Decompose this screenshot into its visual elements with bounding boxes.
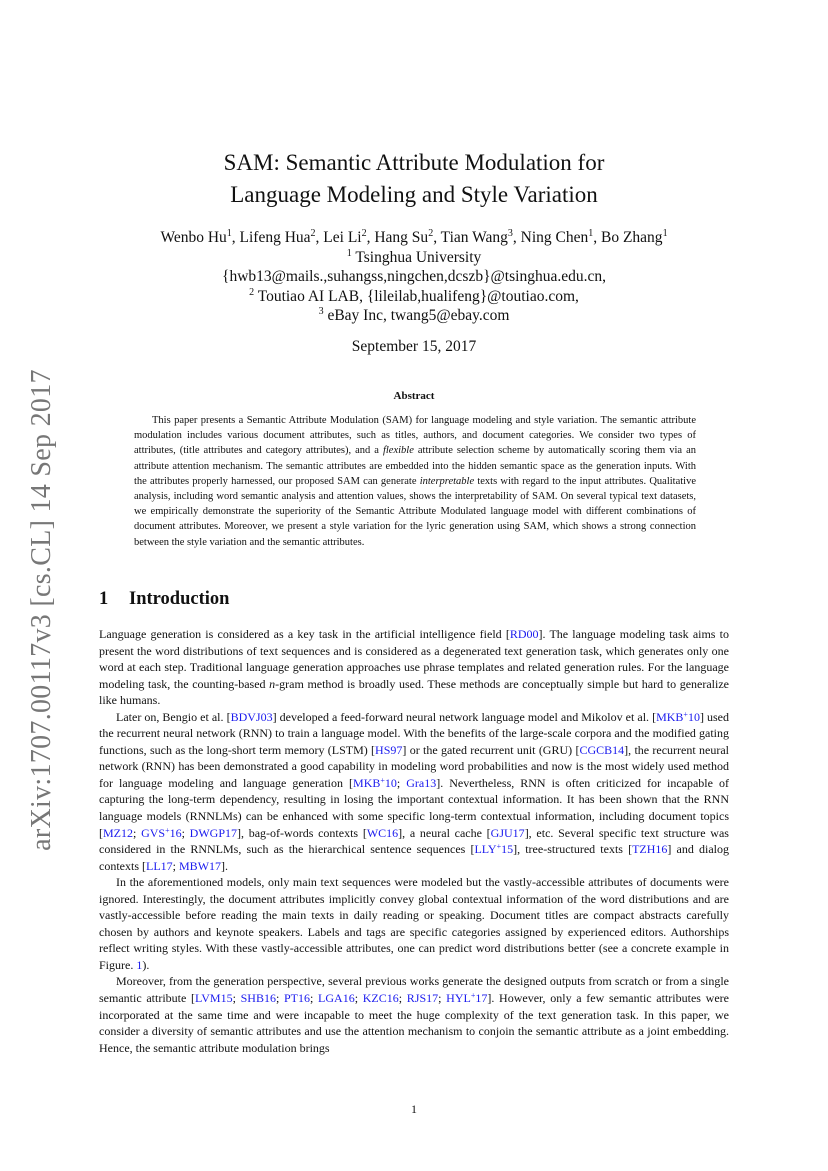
citation-link[interactable]: DWGP17 bbox=[189, 825, 237, 840]
emphasis-text: interpretable bbox=[419, 475, 475, 487]
citation-link[interactable]: 1 bbox=[136, 957, 143, 972]
author-name: Tian Wang$^3$ bbox=[440, 228, 513, 246]
section-title: Introduction bbox=[129, 589, 230, 609]
section-heading bbox=[99, 589, 229, 610]
citation-link[interactable]: LVM15 bbox=[195, 991, 233, 1006]
author-name: Lifeng Hua$^2$ bbox=[239, 228, 316, 246]
body-paragraph: In the aforementioned models, only main text sequences were modeled but the vastly-accessible attributes of documents were ignored. Interestingly, the document attributes implicitly convey global contextual information of the word distributions and are vastly-accessible before reading the main texts in daily reading or speaking. Document titles are compact abstracts carefully chosen by authors and keynote speakers. Labels and tags are specific categories assigned by experienced editors. Authorships reflect writing styles. With these vastly-accessible attributes, one can predict word distributions better (see a concrete example in Figure. 1). bbox=[99, 875, 729, 972]
citation-link[interactable]: TZH16 bbox=[632, 842, 668, 857]
abstract-heading: Abstract bbox=[393, 390, 435, 402]
arxiv-id: arXiv:1707.00117v3 [cs.CL] 14 Sep 2017 bbox=[26, 369, 57, 851]
body-paragraph: Later on, Bengio et al. [BDVJ03] developed a feed-forward neural network language model and Mikolov et al. [MKB+10] used the recurrent neural network (RNN) to train a language model. With the benefits of the large-scale corpora and the modified gating functions, such as the long-short term memory (LSTM) [HS97] or the gated recurrent unit (GRU) [CGCB14], the recurrent neural network (RNN) has been demonstrated a good capability in modeling word probabilities and now is the most widely used method for language modeling and language generation [MKB+10; Gra13]. Nevertheless, RNN is often criticized for incapable of capturing the long-term dependency, resulting in losing the important contextual information. It has been shown that the RNN language models (RNNLMs) can be enhanced with some specific long-term contextual information, including document topics [MZ12; GVS+16; DWGP17], bag-of-words contexts [WC16], a neural cache [GJU17], etc. Several specific text structure was considered in the RNNLMs, such as the hierarchical sentence sequences [LLY+15], tree-structured texts [TZH16] and dialog contexts [LL17; MBW17]. bbox=[99, 709, 729, 873]
body-paragraph: Moreover, from the generation perspective, several previous works generate the designed outputs from scratch or from a single semantic attribute [LVM15; SHB16; PT16; LGA16; KZC16; RJS17; HYL+17]. However, only a few semantic attributes were incorporated at the same time and were incapable to meet the huge complexity of the text generation task. In this paper, we consider a diversity of semantic attributes and use the attention mechanism to conjoin the semantic attribute as a joint embedding. Hence, the semantic attribute modulation brings bbox=[99, 974, 729, 1055]
citation-link[interactable]: GVS+16 bbox=[141, 825, 182, 840]
author-name: Hang Su$^2$ bbox=[374, 228, 434, 246]
paper-date: September 15, 2017 bbox=[351, 338, 477, 355]
title-line-2: Language Modeling and Style Variation bbox=[230, 182, 598, 207]
paper-title bbox=[0, 147, 828, 211]
citation-link[interactable]: MKB+10 bbox=[656, 709, 700, 724]
citation-link[interactable]: LL17 bbox=[146, 858, 173, 873]
citation-link[interactable]: MKB+10 bbox=[353, 775, 397, 790]
title-line-1: SAM: Semantic Attribute Modulation for bbox=[223, 150, 605, 175]
emphasis-text: flexible bbox=[382, 445, 414, 457]
citation-link[interactable]: WC16 bbox=[366, 825, 399, 840]
affiliation-line: $^1$ Tsinghua University bbox=[346, 247, 482, 266]
citation-link[interactable]: CGCB14 bbox=[579, 742, 625, 757]
affiliation-line: {hwb13@mails.,suhangss,ningchen,dcszb}@tsinghua.edu.cn, bbox=[222, 268, 606, 285]
citation-link[interactable]: PT16 bbox=[284, 991, 311, 1006]
affiliation-line: $^2$ Toutiao AI LAB, {lileilab,hualifeng}@toutiao.com, bbox=[249, 286, 579, 305]
citation-link[interactable]: Gra13 bbox=[406, 775, 437, 790]
affiliation-line: $^3$ eBay Inc, twang5@ebay.com bbox=[318, 306, 510, 324]
citation-link[interactable]: SHB16 bbox=[240, 991, 276, 1006]
body-paragraph: Language generation is considered as a key task in the artificial intelligence field [RD00]. The language modeling task aims to present the word distributions of text sequences and is considered as a degenerated text generation task, which generates only one word at each step. Traditional language generation approaches use phrase templates and related generation rules. For the language modeling task, the counting-based n-gram method is broadly used. These methods are conceptually simple but hard to generalize like humans. bbox=[99, 627, 729, 708]
citation-link[interactable]: HYL+17 bbox=[446, 991, 488, 1006]
citation-link[interactable]: KZC16 bbox=[362, 991, 399, 1006]
author-name: Wenbo Hu$^1$ bbox=[160, 228, 232, 246]
affiliations bbox=[0, 248, 828, 326]
emphasis-text: n bbox=[269, 676, 276, 691]
citation-link[interactable]: MBW17 bbox=[179, 858, 222, 873]
citation-link[interactable]: BDVJ03 bbox=[230, 709, 273, 724]
page-number: 1 bbox=[411, 1102, 417, 1116]
abstract-text: This paper presents a Semantic Attribute Modulation (SAM) for language modeling and style variation. The semantic attribute modulation includes various document attributes, such as titles, authors, and document categories. We consider two types of attributes, (title attributes and category attributes), and a flexible attribute selection scheme by automatically scoring them via an attribute attention mechanism. The semantic attributes are embedded into the hidden semantic space as the generation inputs. With the attributes properly harnessed, our proposed SAM can generate interpretable texts with regard to the input attributes. Qualitative analysis, including word semantic analysis and attention values, shows the interpretability of SAM. On several typical text datasets, we empirically demonstrate the superiority of the Semantic Attribute Modulated language model with different combinations of document attributes. Moreover, we present a style variation for the lyric generation using SAM, which shows a strong connection between the style variation and the semantic attributes. bbox=[134, 415, 696, 548]
citation-link[interactable]: HS97 bbox=[375, 742, 403, 757]
author-names: Wenbo Hu$^1$, Lifeng Hua$^2$, Lei Li$^2$, Hang Su$^2$, Tian Wang$^3$, Ning Chen$^1$, Bo Zhang$^1$ bbox=[160, 228, 668, 246]
citation-link[interactable]: RD00 bbox=[509, 627, 539, 641]
body-text bbox=[99, 626, 729, 1056]
citation-link[interactable]: MZ12 bbox=[103, 825, 133, 840]
citation-link[interactable]: LLY+15 bbox=[474, 842, 514, 857]
arxiv-sidebar-stamp bbox=[22, 360, 62, 860]
citation-link[interactable]: LGA16 bbox=[318, 991, 355, 1006]
citation-link[interactable]: GJU17 bbox=[490, 825, 525, 840]
citation-link[interactable]: RJS17 bbox=[406, 991, 439, 1006]
author-name: Bo Zhang$^1$ bbox=[601, 228, 668, 246]
author-block bbox=[0, 228, 828, 326]
author-name: Lei Li$^2$ bbox=[323, 228, 367, 246]
author-name: Ning Chen$^1$ bbox=[520, 228, 594, 246]
section-number: 1 bbox=[99, 589, 109, 609]
